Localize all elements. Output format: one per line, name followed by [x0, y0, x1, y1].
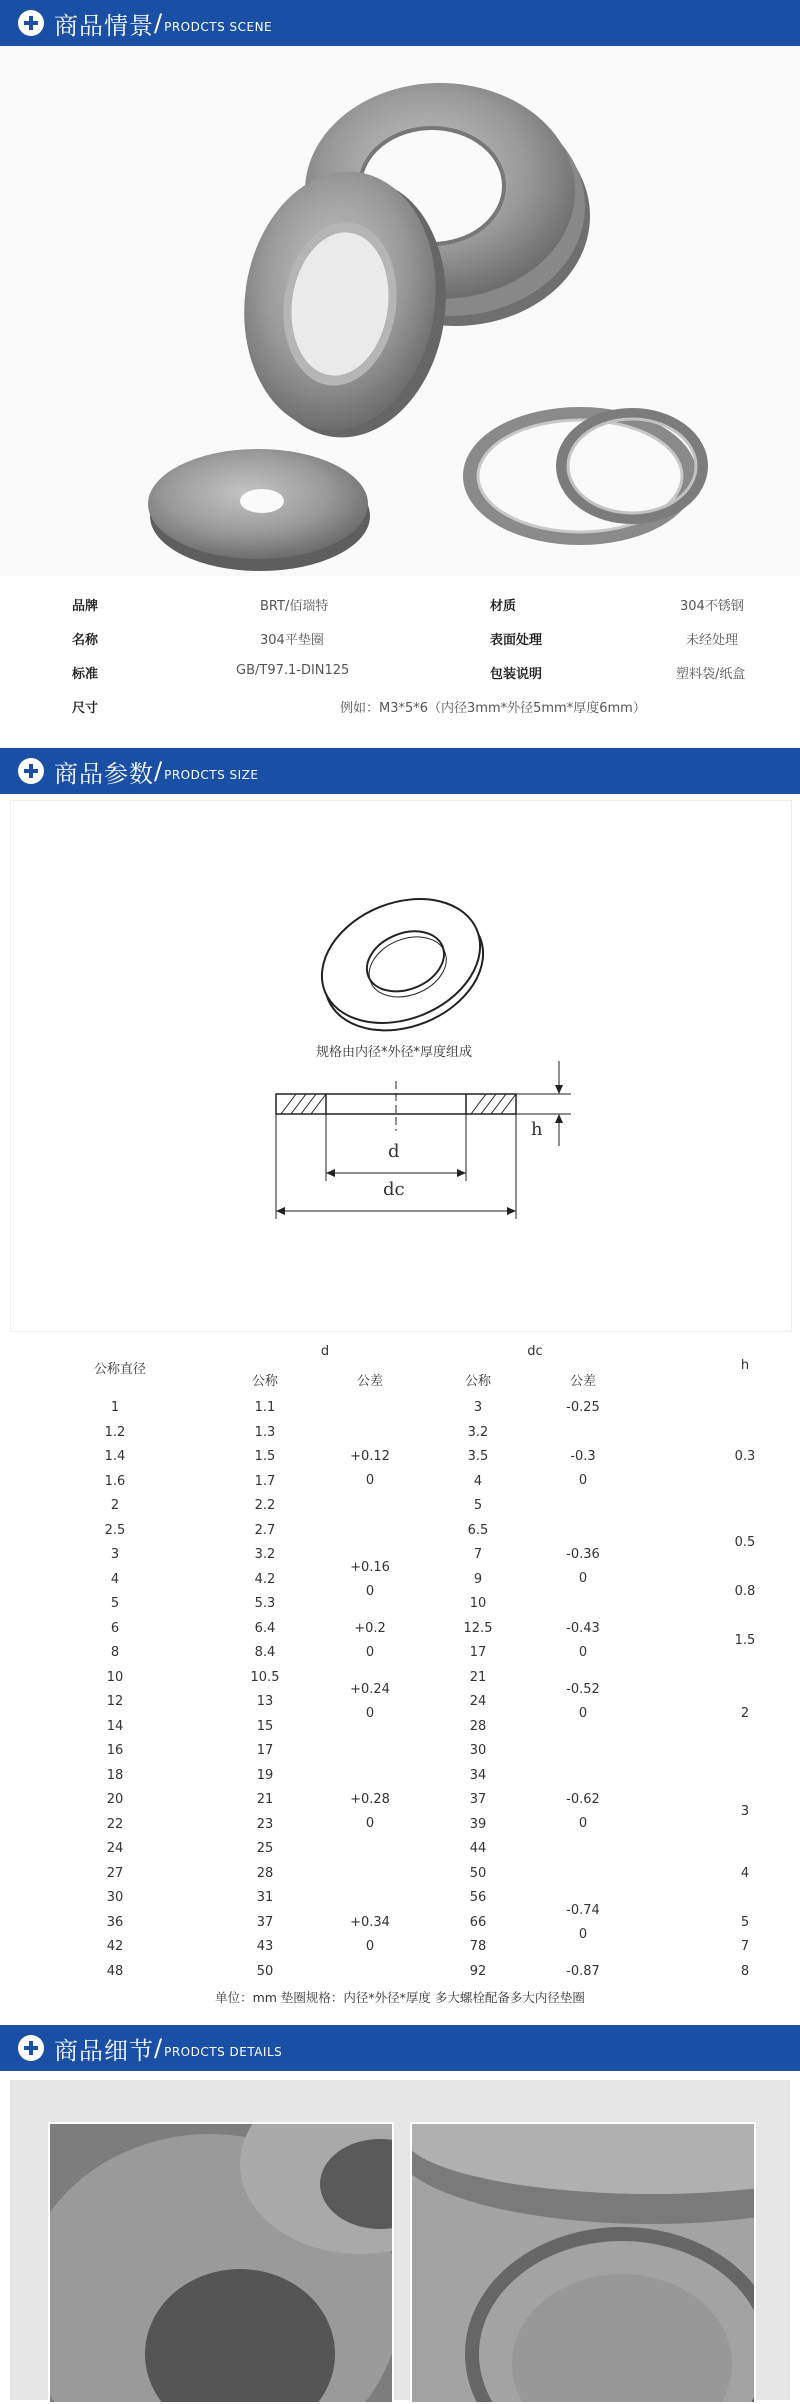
spec-key: 品牌 [72, 599, 99, 614]
header-h: h [740, 1358, 750, 1373]
section-subtitle: PRODCTS DETAILS [164, 2045, 283, 2059]
cell-nominal: 36 [106, 1914, 124, 1930]
cell-dc-tol: -0.87 [566, 1963, 600, 1979]
cell-d-tol-upper: +0.16 [350, 1559, 390, 1575]
cell-d-nominal: 25 [256, 1841, 274, 1856]
cell-dc-nominal: 4 [473, 1473, 483, 1489]
cell-nominal: 22 [106, 1816, 124, 1832]
cell-dc-tol: -0.25 [566, 1400, 600, 1415]
header-d: d [320, 1344, 330, 1359]
cell-dc-nominal: 34 [469, 1767, 487, 1783]
cell-dc-nominal: 3.5 [467, 1449, 489, 1464]
cell-d-nominal: 23 [256, 1816, 274, 1832]
cell-nominal: 1 [110, 1400, 120, 1415]
subheader-dc-tolerance: 公差 [569, 1374, 596, 1389]
cell-dc-nominal: 30 [469, 1743, 487, 1758]
cell-h: 4 [740, 1865, 750, 1881]
cell-dc-nominal: 92 [469, 1963, 487, 1979]
spec-row [0, 629, 800, 659]
cell-nominal: 4 [110, 1571, 120, 1587]
cell-d-nominal: 43 [256, 1939, 274, 1954]
cell-nominal: 2 [110, 1498, 120, 1513]
detail-photo-left [48, 2122, 394, 2404]
cell-dc-tol-upper: -0.3 [570, 1449, 596, 1465]
spec-value: GB/T97.1-DIN125 [236, 663, 350, 678]
spec-key: 表面处理 [490, 633, 543, 648]
header-dc: dc [527, 1344, 543, 1359]
plus-icon [18, 758, 44, 784]
cell-nominal: 1.4 [104, 1449, 126, 1464]
spec-key: 包装说明 [490, 667, 543, 682]
cell-d-tol-upper: +0.2 [354, 1620, 386, 1636]
cell-nominal: 20 [106, 1792, 124, 1807]
cell-d-nominal: 2.2 [254, 1498, 276, 1513]
cell-dc-tol-upper: -0.62 [566, 1792, 600, 1808]
cell-d-nominal: 3.2 [254, 1547, 276, 1562]
cell-nominal: 27 [106, 1865, 124, 1881]
cell-d-tol-lower: 0 [365, 1473, 375, 1489]
product-scene-image [0, 46, 800, 576]
cell-d-nominal: 1.5 [254, 1449, 276, 1464]
cell-d-nominal: 1.7 [254, 1473, 276, 1489]
cell-nominal: 5 [110, 1596, 120, 1611]
cell-dc-nominal: 17 [469, 1645, 487, 1660]
cell-d-nominal: 10.5 [250, 1669, 280, 1685]
cell-d-tol-upper: +0.12 [350, 1449, 390, 1465]
cell-d-nominal: 1.1 [254, 1400, 276, 1415]
subheader-dc-nominal: 公称 [464, 1374, 491, 1389]
cell-dc-nominal: 66 [469, 1914, 487, 1930]
cell-d-tol-upper: +0.28 [350, 1792, 390, 1808]
cell-d-tol-lower: 0 [365, 1938, 375, 1954]
cell-nominal: 6 [110, 1620, 120, 1636]
cell-d-nominal: 17 [256, 1743, 274, 1758]
cell-dc-nominal: 12.5 [463, 1620, 493, 1636]
section-title: 商品情景 [54, 11, 154, 40]
cell-d-tol-lower: 0 [365, 1706, 375, 1721]
washer-diagram [10, 800, 792, 1332]
plus-icon [18, 10, 44, 36]
cell-nominal: 30 [106, 1890, 124, 1905]
table-footnote: 单位：mm 垫圈规格：内径*外径*厚度 多大螺栓配备多大内径垫圈 [215, 1990, 585, 2005]
cell-dc-tol-lower: 0 [578, 1473, 588, 1489]
spec-value: 例如：M3*5*6（内径3mm*外径5mm*厚度6mm） [340, 701, 646, 716]
cell-d-nominal: 1.3 [254, 1424, 276, 1440]
cell-nominal: 18 [106, 1767, 124, 1783]
section-header-size: 商品参数 / PRODCTS SIZE [0, 748, 800, 794]
cell-d-nominal: 13 [256, 1694, 274, 1709]
plus-icon [18, 2035, 44, 2061]
cell-d-nominal: 28 [256, 1865, 274, 1881]
cell-h: 2 [740, 1706, 750, 1722]
spec-value: 未经处理 [686, 633, 739, 648]
label-h: h [531, 1119, 543, 1140]
cell-h: 7 [740, 1939, 750, 1954]
cell-nominal: 1.6 [104, 1473, 126, 1489]
cell-dc-nominal: 39 [469, 1816, 487, 1832]
label-d: d [388, 1141, 400, 1162]
cell-dc-nominal: 6.5 [467, 1522, 489, 1538]
cell-d-nominal: 37 [256, 1914, 274, 1930]
cell-d-nominal: 6.4 [254, 1620, 276, 1636]
label-dc: dc [383, 1179, 405, 1200]
cell-h: 0.5 [734, 1534, 756, 1550]
cell-nominal: 16 [106, 1743, 124, 1758]
cell-nominal: 1.2 [104, 1424, 126, 1440]
cell-d-nominal: 19 [256, 1767, 274, 1783]
cell-d-nominal: 15 [256, 1718, 274, 1734]
cell-dc-nominal: 3 [473, 1400, 483, 1415]
cell-dc-nominal: 78 [469, 1939, 487, 1954]
detail-photo-right [410, 2122, 756, 2404]
spec-key: 材质 [490, 599, 517, 614]
cell-h: 1.5 [734, 1632, 756, 1648]
spec-value: 塑料袋/纸盒 [676, 667, 746, 682]
spec-row [0, 697, 800, 727]
cell-dc-tol-lower: 0 [578, 1571, 588, 1587]
cell-d-tol-lower: 0 [365, 1644, 375, 1660]
cell-d-nominal: 4.2 [254, 1571, 276, 1587]
cell-d-nominal: 31 [256, 1890, 274, 1905]
cell-dc-tol-upper: -0.52 [566, 1682, 600, 1697]
section-subtitle: PRODCTS SIZE [164, 768, 259, 782]
cell-nominal: 48 [106, 1963, 124, 1979]
cell-nominal: 14 [106, 1718, 124, 1734]
spec-key: 标准 [72, 667, 99, 682]
cell-nominal: 10 [106, 1669, 124, 1685]
spec-row [0, 595, 800, 625]
cell-h: 5 [740, 1914, 750, 1930]
section-title: 商品细节 [54, 2036, 154, 2065]
cell-nominal: 42 [106, 1939, 124, 1954]
size-table [0, 1340, 800, 2010]
cell-dc-nominal: 37 [469, 1792, 487, 1807]
cell-dc-nominal: 56 [469, 1890, 487, 1905]
cell-d-nominal: 50 [256, 1963, 274, 1979]
cell-d-nominal: 5.3 [254, 1596, 276, 1611]
cell-dc-nominal: 44 [469, 1841, 487, 1856]
cell-dc-nominal: 10 [469, 1596, 487, 1611]
subheader-d-tolerance: 公差 [356, 1374, 383, 1389]
spec-key: 名称 [72, 633, 99, 648]
cell-dc-tol-lower: 0 [578, 1816, 588, 1832]
cell-nominal: 3 [110, 1547, 120, 1562]
cell-d-tol-lower: 0 [365, 1816, 375, 1832]
section-header-scene: 商品情景 / PRODCTS SCENE [0, 0, 800, 46]
cell-d-tol-upper: +0.24 [350, 1682, 390, 1697]
cell-dc-nominal: 21 [469, 1669, 487, 1685]
cell-h: 0.8 [734, 1583, 756, 1599]
cell-nominal: 24 [106, 1841, 124, 1856]
cell-dc-tol-upper: -0.43 [566, 1620, 600, 1636]
cell-dc-nominal: 28 [469, 1718, 487, 1734]
details-area [10, 2080, 790, 2400]
cell-d-tol-upper: +0.34 [350, 1914, 390, 1930]
spec-key: 尺寸 [72, 701, 99, 716]
section-title: 商品参数 [54, 759, 154, 788]
cell-nominal: 8 [110, 1645, 120, 1660]
cell-h: 0.3 [734, 1449, 756, 1464]
cell-dc-nominal: 3.2 [467, 1424, 489, 1440]
cell-d-nominal: 21 [256, 1792, 274, 1807]
cell-dc-tol-lower: 0 [578, 1926, 588, 1942]
cell-dc-tol-upper: -0.36 [566, 1547, 600, 1563]
subheader-d-nominal: 公称 [251, 1374, 278, 1389]
section-subtitle: PRODCTS SCENE [164, 20, 273, 34]
cell-dc-tol-lower: 0 [578, 1706, 588, 1721]
cell-h: 3 [740, 1804, 750, 1820]
spec-value: BRT/佰瑞特 [260, 599, 329, 614]
cell-nominal: 12 [106, 1694, 124, 1709]
spec-value: 304不锈钢 [680, 599, 744, 614]
cell-dc-nominal: 24 [469, 1694, 487, 1709]
spec-value: 304平垫圈 [260, 633, 324, 648]
cell-nominal: 2.5 [104, 1522, 126, 1538]
cell-d-nominal: 8.4 [254, 1645, 276, 1660]
spec-row [0, 663, 800, 693]
cell-dc-tol-lower: 0 [578, 1644, 588, 1660]
section-header-details: 商品细节 / PRODCTS DETAILS [0, 2025, 800, 2071]
cell-dc-nominal: 7 [473, 1547, 483, 1562]
header-nominal: 公称直径 [93, 1362, 146, 1377]
cell-dc-nominal: 5 [473, 1498, 483, 1513]
cell-h: 8 [740, 1963, 750, 1979]
cell-dc-nominal: 9 [473, 1571, 483, 1587]
cell-dc-nominal: 50 [469, 1865, 487, 1881]
cell-d-tol-lower: 0 [365, 1583, 375, 1599]
diagram-caption: 规格由内径*外径*厚度组成 [316, 1045, 473, 1060]
cell-dc-tol-upper: -0.74 [566, 1902, 600, 1918]
cell-d-nominal: 2.7 [254, 1522, 276, 1538]
